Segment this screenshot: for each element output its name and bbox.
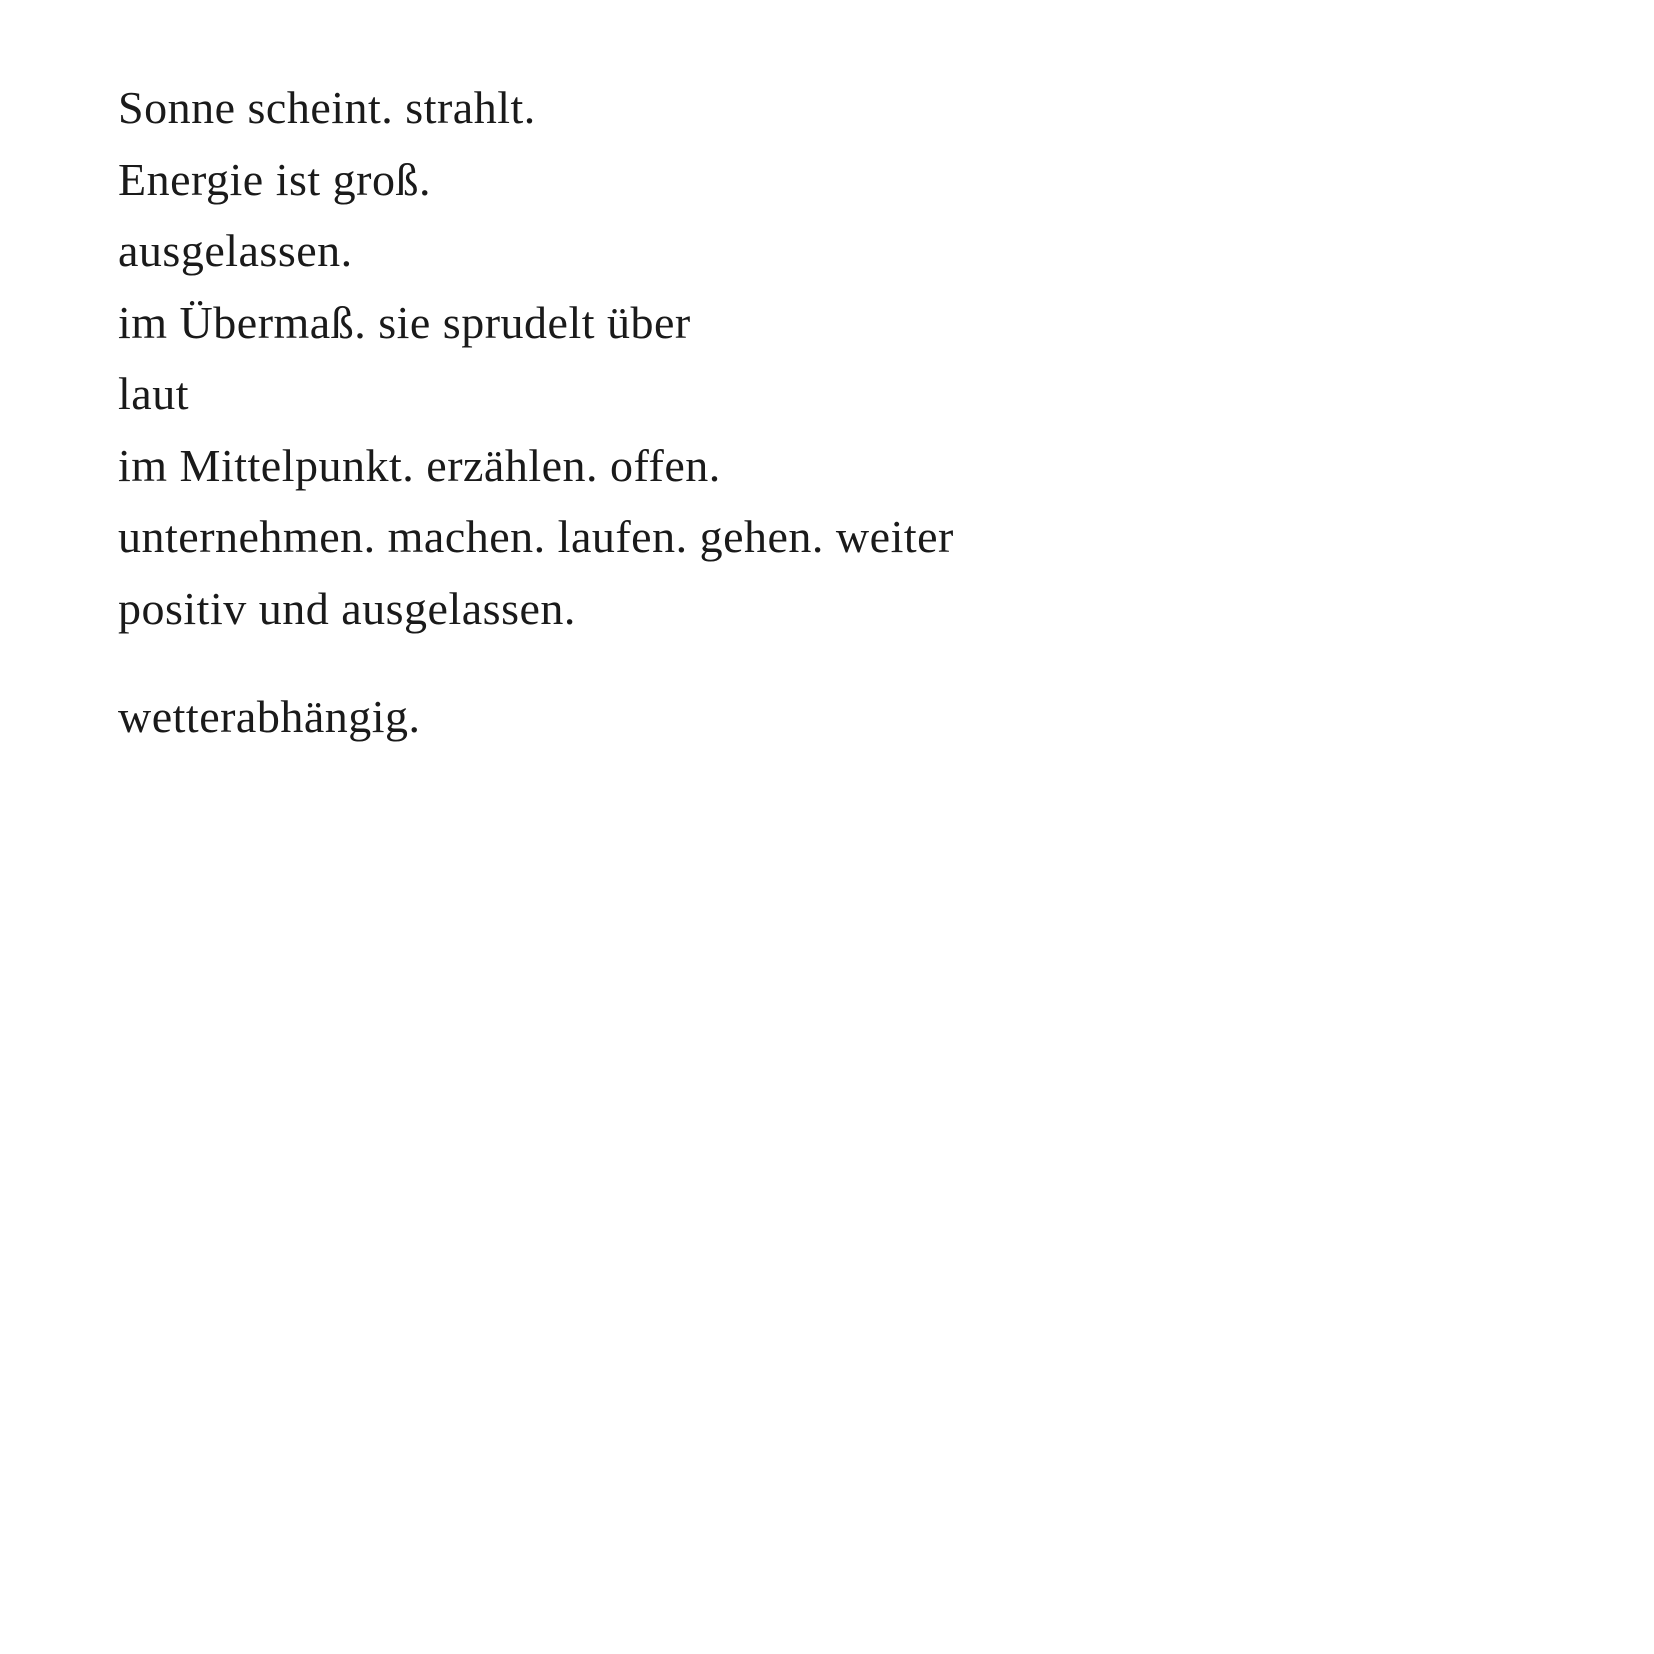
poem-line-2: Energie ist groß. <box>118 153 431 205</box>
poem-line-7: unternehmen. machen. laufen. gehen. weiter <box>118 511 954 562</box>
poem-line-8: positiv und ausgelassen. <box>118 582 576 634</box>
poem-line-9: wetterabhängig. <box>118 691 421 742</box>
poem-line-6: im Mittelpunkt. erzählen. offen. <box>118 439 721 491</box>
poem-line-5: laut <box>118 368 189 419</box>
poem <box>118 72 1518 753</box>
poem-line-3: ausgelassen. <box>118 225 353 276</box>
poem-line-4: im Übermaß. sie sprudelt über <box>118 296 691 348</box>
stanza-1 <box>118 72 1518 644</box>
stanza-2 <box>118 681 1518 753</box>
poem-line-1: Sonne scheint. strahlt. <box>118 82 536 133</box>
